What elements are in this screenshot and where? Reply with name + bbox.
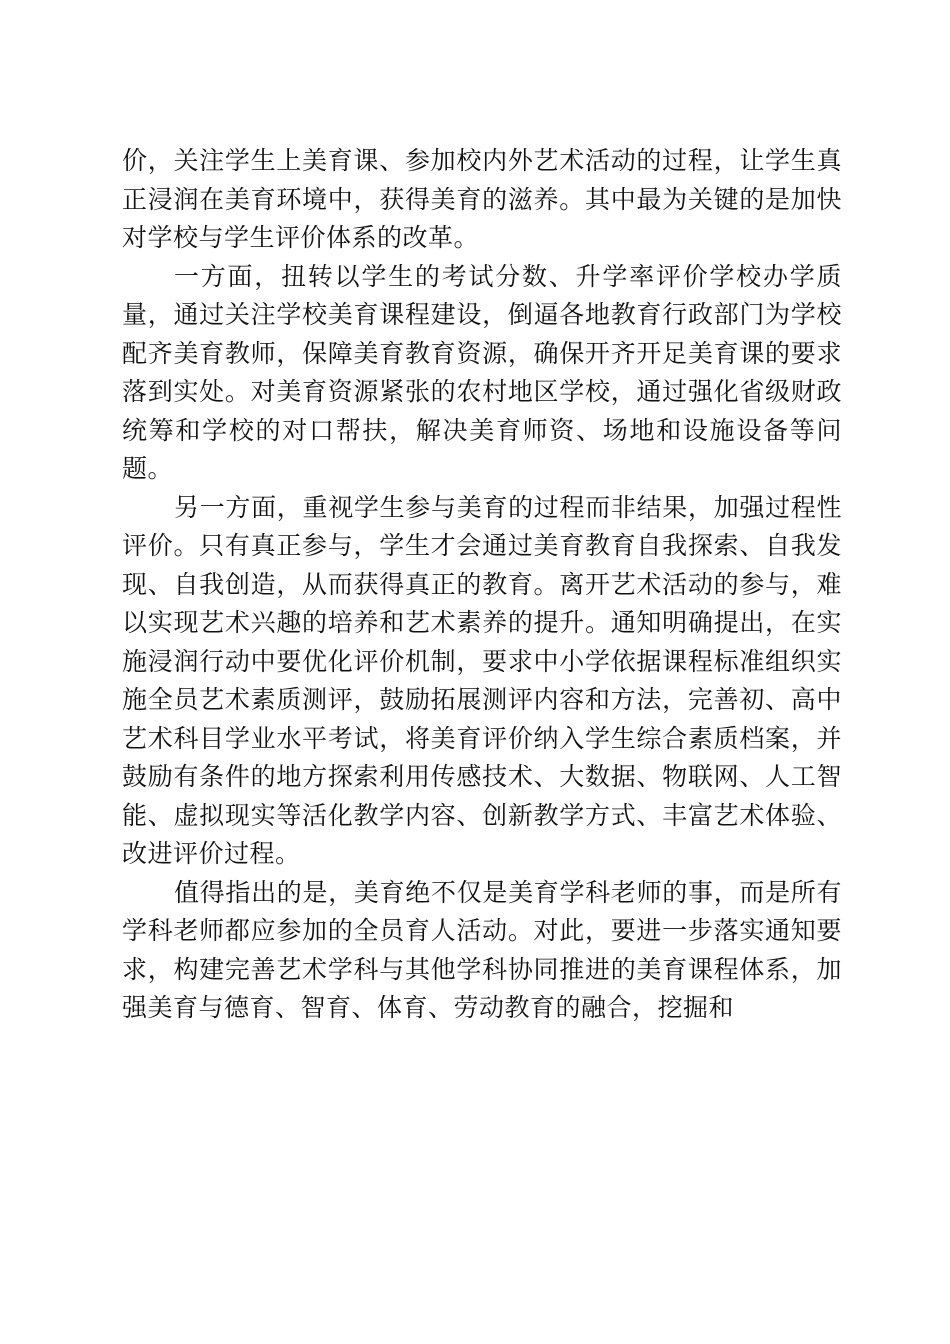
paragraph-2: 一方面，扭转以学生的考试分数、升学率评价学校办学质量，通过关注学校美育课程建设，倒逼各地教育行政部门为学校配齐美育教师，保障美育教育资源，确保开齐开足美育课的要求落到实处。对美育资源紧张的农村地区学校，通过强化省级财政统筹和学校的对口帮扶，解决美育师资、场地和设施设备等问题。 xyxy=(122,261,842,483)
paragraph-1: 价，关注学生上美育课、参加校内外艺术活动的过程，让学生真正浸润在美育环境中，获得美育的滋养。其中最为关键的是加快对学校与学生评价体系的改革。 xyxy=(122,146,842,252)
paragraph-4: 值得指出的是，美育绝不仅是美育学科老师的事，而是所有学科老师都应参加的全员育人活动。对此，要进一步落实通知要求，构建完善艺术学科与其他学科协同推进的美育课程体系，加强美育与德育、智育、体育、劳动教育的融合，挖掘和 xyxy=(122,877,842,1022)
document-body xyxy=(122,142,842,1028)
paragraph-3: 另一方面，重视学生参与美育的过程而非结果，加强过程性评价。只有真正参与，学生才会通过美育教育自我探索、自我发现、自我创造，从而获得真正的教育。离开艺术活动的参与，难以实现艺术兴趣的培养和艺术素养的提升。通知明确提出，在实施浸润行动中要优化评价机制，要求中小学依据课程标准组织实施全员艺术素质测评，鼓励拓展测评内容和方法，完善初、高中艺术科目学业水平考试，将美育评价纳入学生综合素质档案，并鼓励有条件的地方探索利用传感技术、大数据、物联网、人工智能、虚拟现实等活化教学内容、创新教学方式、丰富艺术体验、改进评价过程。 xyxy=(122,492,842,868)
